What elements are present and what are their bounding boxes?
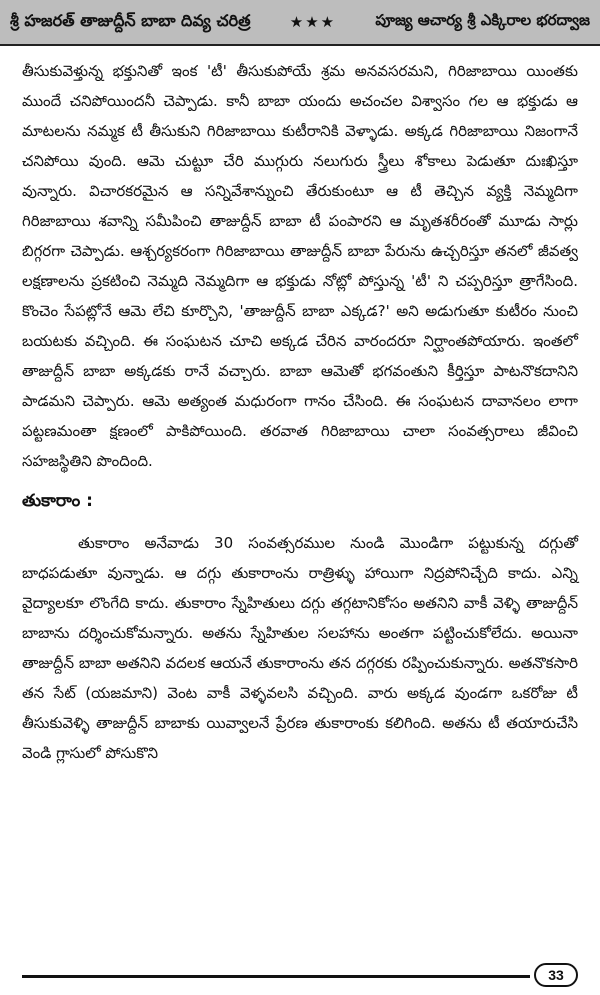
page-content <box>22 56 578 768</box>
page-footer <box>0 963 600 989</box>
book-title: శ్రీ హజరత్ తాజుద్దీన్ బాబా దివ్య చరిత్ర <box>10 10 251 30</box>
star-ornament: ★★★ <box>289 13 337 31</box>
body-paragraph: తుకారాం అనేవాడు 30 సంవత్సరముల నుండి మొండిగా పట్టుకున్న దగ్గుతో బాధపడుతూ వున్నాడు. ఆ దగ్గు తుకారాంను రాత్రిళ్ళు హాయిగా నిద్రపోనిచ్చేది కాదు. ఎన్ని వైద్యాలకూ లొంగేది కాదు. తుకారాం స్నేహితులు దగ్గు తగ్గటానికోసం అతనిని వాకీ వెళ్ళి తాజుద్దీన్ బాబాను దర్శించుకోమన్నారు. అతను స్నేహితుల సలహాను అంతగా పట్టించుకోలేదు. అయినా తాజుద్దీన్ బాబా అతనిని వదలక ఆయనే తుకారాంను తన దగ్గరకు రప్పించుకున్నారు. అతనొకసారి తన సేట్ (యజమాని) వెంట వాకీ వెళ్ళవలసి వచ్చింది. వారు అక్కడ వుండగా ఒకరోజు టీ తీసుకువెళ్ళి తాజుద్దీన్ బాబాకు యివ్వాలనే ప్రేరణ తుకారాంకు కలిగింది. అతను టీ తయారుచేసి వెండి గ్లాసులో పోసుకొని <box>22 534 578 762</box>
author-name: పూజ్య ఆచార్య శ్రీ ఎక్కిరాల భరద్వాజ <box>375 11 590 29</box>
section-heading: తుకారాం : <box>22 491 93 511</box>
page-number: 33 <box>534 963 578 987</box>
running-header <box>0 0 600 46</box>
footer-rule <box>22 975 530 978</box>
body-paragraph: తీసుకువెళ్తున్న భక్తునితో ఇంక 'టీ' తీసుకుపోయే శ్రమ అనవసరమని, గిరిజాబాయి యింతకు ముందే చనిపోయిందనీ చెప్పాడు. కానీ బాబా యందు అచంచల విశ్వాసం గల ఆ భక్తుడు ఆ మాటలను నమ్మక టీ తీసుకుని గిరిజాబాయి కుటీరానికి వెళ్ళాడు. అక్కడ గిరిజాబాయి నిజంగానే చనిపోయి వుంది. ఆమె చుట్టూ చేరి ముగ్గురు నలుగురు స్త్రీలు శోకాలు పెడుతూ దుఃఖిస్తూ వున్నారు. విచారకరమైన ఆ సన్నివేశాన్నుంచి తేరుకుంటూ ఆ టీ తెచ్చిన వ్యక్తి నెమ్మదిగా గిరిజాబాయి శవాన్ని సమీపించి తాజుద్దీన్ బాబా టీ పంపారని ఆ మృతశరీరంతో మూడు సార్లు బిగ్గరగా చెప్పాడు. ఆశ్చర్యకరంగా గిరిజాబాయి తాజుద్దీన్ బాబా పేరును ఉచ్చరిస్తూ తనలో జీవత్వ లక్షణాలను ప్రకటించి నెమ్మది నెమ్మదిగా ఆ భక్తుడు నోట్లో పోస్తున్న 'టీ' ని చప్పరిస్తూ త్రాగేసింది. కొంచెం సేపట్లోనే ఆమె లేచి కూర్చొని, 'తాజుద్దీన్ బాబా ఎక్కడ?' అని అడుగుతూ కుటీరం నుంచి బయటకు వచ్చింది. ఈ సంఘటన చూచి అక్కడ చేరిన వారందరూ నిర్ఘాంతపోయారు. ఇంతలో తాజుద్దీన్ బాబా అక్కడకు రానే వచ్చారు. బాబా ఆమెతో భగవంతుని కీర్తిస్తూ పాటనొకదానిని పాడమని చెప్పారు. ఆమె అత్యంత మధురంగా గానం చేసింది. ఈ సంఘటన దావానలం లాగా పట్టణమంతా క్షణంలో పాకిపోయింది. తరవాత గిరిజాబాయి చాలా సంవత్సరాలు జీవించి సహజస్థితిని పొందింది. <box>22 62 578 470</box>
